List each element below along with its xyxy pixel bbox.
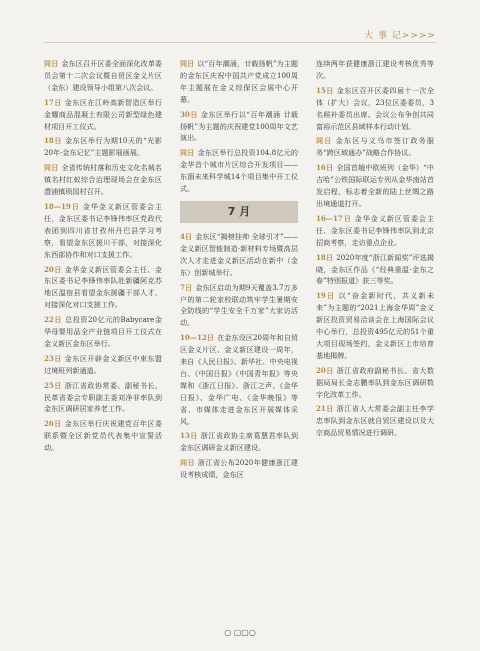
entry-text: 金东区开辟金义新区中束东盟过境班列新通道。: [44, 353, 162, 375]
entry-text: 金东区召开区委全面深化改革委员会第十二次会议暨自贸区金义片区（金东）建设领导小组第八次会议。: [44, 59, 163, 92]
entry-text: 金华金义新区管委会主任、金东区委书记李锋伟率区党政代表团到四川省甘孜州丹巴县学习考察，看望金东区援川干部，对接深化东西部协作和对口支援工作。: [44, 201, 163, 259]
entry-text: 金东区召开区委四届十一次全体（扩大）会议，23位区委委员，3名候补委员出席。会议公布争创共同富裕示范区县域样本行动计划。: [316, 85, 434, 131]
chronicle-entry: [180, 457, 298, 481]
chronicle-entry: [44, 135, 162, 159]
entry-text: 金东区举行为期10天的“光影20年·金东记忆”主题影展画展。: [44, 136, 162, 158]
entry-date: 20日: [44, 264, 62, 274]
chronicle-entry: [316, 252, 434, 288]
entry-text: 金东区举行总投资104.8亿元的金华首个城市片区综合开发项目——东湄未来科学城14个项目集中开工仪式。: [180, 148, 299, 194]
entry-text: 金东区与义乌市签订政务服务“跨区域通办”战略合作协议。: [316, 136, 435, 158]
entry-date: 同日: [44, 163, 59, 173]
entry-date: 17日: [44, 97, 62, 107]
entry-text: 金东区举行庆祝建党百年区委联系暨全区新党员代表集中宣誓活动。: [44, 419, 162, 453]
chronicle-entry: [316, 135, 434, 159]
entry-text: 2020年度“浙江新闻奖”评选揭晓，金东区作品《“经典重温·金东之春”特别报道》获三等奖。: [316, 252, 435, 286]
entry-date: 19日: [316, 291, 336, 301]
entry-text: 浙江省人大常委会副主任李学忠率队到金东区就自贸区建设以及大宗商品贸易情况进行调研。: [316, 404, 434, 438]
entry-text: 浙江省政协常委、副秘书长、民革省委会专职副主委刘净非率队到金东区调研居家养老工作。: [44, 380, 162, 414]
entry-text: 总投资20亿元的Babycare金华母婴用品全产业链项目开工仪式在金义新区金东区举行。: [44, 315, 162, 348]
entry-date: 同日: [180, 59, 195, 68]
entry-date: 4日: [180, 231, 193, 241]
chronicle-entry: [44, 380, 162, 416]
page-number: ○ ▢▢○: [224, 628, 256, 637]
entry-date: 同日: [180, 458, 195, 468]
entry-text: 浙江省政府副秘书长、省大数据局局长金志鹏率队到金东区调研数字化改革工作。: [316, 365, 434, 399]
entry-date: 18—19日: [44, 201, 80, 211]
chronicle-entry: [180, 430, 298, 454]
entry-date: 18日: [316, 252, 334, 262]
entry-text: 金东区举行以“百年潮涌 廿载扬帆”为主题的庆祝建党100周年文艺演出。: [180, 109, 298, 143]
entry-date: 同日: [180, 148, 195, 158]
entry-text: 金华金义新区管委会主任、金东区委书记李锋伟率队赴新疆阿克苏地区温宿县看望金东援疆干部人才，对接深化对口支援工作。: [44, 264, 162, 310]
chronicle-entry: [180, 231, 298, 279]
entry-text: 金华金义新区管委会主任、金东区委书记李锋伟率队到北京招商考察，走访重点企业。: [316, 213, 435, 247]
entry-date: 同日: [316, 136, 333, 146]
entry-text: 金东区启动为期9天覆盖3.7万多户的第二轮家校联动筑牢学生暑期安全防线的“学生安全千万家”大家访活动。: [180, 282, 299, 328]
page-header: [44, 28, 436, 48]
entry-date: 13日: [180, 431, 198, 441]
chronicle-entry: [44, 97, 162, 133]
column-middle: [180, 58, 298, 484]
chronicle-entry: [180, 58, 298, 106]
entry-date: 26日: [44, 419, 62, 429]
entry-text: 在金东设区20周年和自贸区金义片区、金义新区建设一周年，来自《人民日报》、新华社、中央电视台、《中国日报》《中国青年报》等央媒和《浙江日报》、浙江之声、《金华日报》、金华广电、《金华晚报》等省、市媒体走进金东区开展媒体采风。: [180, 333, 298, 426]
column-middle-top: [180, 58, 298, 195]
header-divider: [44, 42, 436, 43]
entry-text: 浙江省政协主席葛慧君率队到金东区调研金义新区建设。: [180, 431, 298, 453]
chronicle-entry: [180, 332, 298, 427]
chronicle-entry: [316, 403, 434, 439]
entry-date: 22日: [44, 315, 63, 325]
entry-date: 23日: [44, 353, 62, 363]
chronicle-entry: [316, 85, 434, 133]
column-middle-bottom: [180, 231, 298, 481]
chronicle-entry: [44, 162, 162, 198]
entry-text: 以“奋金新时代，共义新未来”为主题的“2021上海金华周”金义新区投资贸易洽谈会在上海国际会议中心举行，总投资495亿元的51个重大项目现场签约，金义新区上市培育基地揭牌。: [316, 291, 434, 360]
chronicle-entry: [44, 353, 162, 377]
chronicle-entry: [44, 314, 162, 350]
entry-text: 浙江省公布2020年健康浙江建设考核成绩，金东区: [180, 458, 298, 480]
entry-date: 7日: [180, 282, 193, 292]
column-right: [316, 58, 434, 442]
entry-date: 18日: [44, 136, 63, 146]
entry-date: 16—17日: [316, 213, 352, 223]
entry-date: 20日: [316, 365, 334, 375]
entry-date: 10—12日: [180, 333, 215, 343]
chronicle-entry: [180, 282, 298, 330]
chronicle-entry: [316, 213, 434, 249]
chronicle-entry: [44, 418, 162, 454]
chronicle-entry: [44, 58, 162, 94]
entry-text: 以“百年潮涌，廿载扬帆”为主题的金东区庆祝中国共产党成立100周年主题展在金义综保区会展中心开幕。: [180, 59, 298, 104]
entry-date: 25日: [44, 380, 62, 390]
chronicle-entry: [180, 109, 298, 145]
chronicle-entry: [316, 58, 434, 82]
entry-date: 21日: [316, 404, 334, 414]
chronicle-entry: [316, 162, 434, 210]
entry-text: 金东区“揭榜挂帅 全球引才”——金义新区智能制造·新材料专场暨高层次人才走进金义新区活动在新中（金东）创新城举行。: [180, 231, 298, 277]
entry-date: 16日: [316, 163, 334, 173]
chronicle-entry: [44, 201, 162, 261]
column-left: [44, 58, 162, 457]
section-title: 大 事 记>>>>: [364, 31, 436, 41]
entry-text: 全国首趟中欧班列（金华）“中吉哈”公铁国际联运专列从金华南站首发启程，标志着全新的陆上丝绸之路出境通道打开。: [316, 163, 434, 208]
chronicle-entry: [180, 147, 298, 195]
month-heading: 7 月: [180, 201, 298, 223]
entry-text: 金东区在江岭高新智造区举行金耀商品混凝土有限公司新型绿色建材项目开工仪式。: [44, 97, 162, 131]
chronicle-entry: [316, 290, 434, 361]
entry-date: 15日: [316, 85, 334, 95]
entry-text: 全省传统村落和历史文化名城名镇名村红蚁综合治理现场会在金东区澧浦镇琐园村召开。: [44, 163, 163, 197]
entry-date: 30日: [180, 109, 198, 119]
chronicle-entry: [44, 264, 162, 312]
chronicle-entry: [316, 365, 434, 401]
entry-text: 连续两年获健康浙江建设考核优秀等次。: [316, 59, 434, 80]
entry-date: 同日: [44, 59, 59, 68]
